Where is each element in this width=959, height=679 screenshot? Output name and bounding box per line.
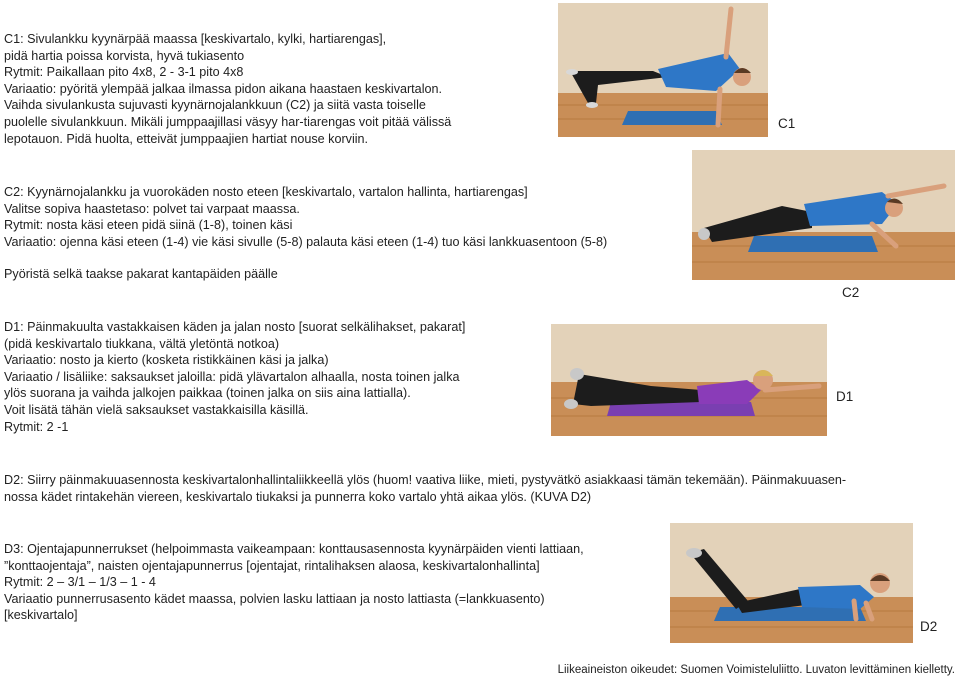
d1-photo [551, 324, 827, 436]
c2-photo [692, 150, 955, 280]
c1-label: C1 [778, 116, 796, 131]
d2-line-1: D2: Siirry päinmakuuasennosta keskivartalonhallintaliikkeellä ylös (huom! vaativa liike, mieti, pystyvätkö asiakkaasi tämän tekemään). Päinmakuuasen- [4, 473, 847, 487]
d2-photo [670, 523, 913, 643]
d1-line-5: ylös suorana ja vaihda jalkojen paikkaa (toinen jalka on siis aina lattialla). [4, 386, 411, 401]
c2-line-5: Pyöristä selkä taakse pakarat kantapäiden päälle [4, 267, 278, 282]
d3-line-5: [keskivartalo] [4, 608, 78, 623]
copyright-footer: Liikeaineiston oikeudet: Suomen Voimisteluliitto. Luvaton levittäminen kielletty. [557, 664, 955, 676]
d3-line-3: Rytmit: 2 – 3/1 – 1/3 – 1 - 4 [4, 575, 156, 590]
c1-line-2: pidä hartia poissa korvista, hyvä tukiasento [4, 48, 245, 63]
c2-line-2: Valitse sopiva haastetaso: polvet tai varpaat maassa. [4, 201, 300, 216]
d3-line-1: D3: Ojentajapunnerrukset (helpoimmasta vaikeampaan: konttausasennosta kyynärpäiden vienti lattiaan, [4, 542, 584, 556]
d3-line-2: ”konttaojentaja”, naisten ojentajapunnerrus [ojentajat, rintalihaksen alaosa, keskivartalonhallinta] [4, 558, 540, 573]
d1-text [4, 319, 465, 435]
d1-line-7: Rytmit: 2 -1 [4, 419, 69, 434]
c2-text [4, 184, 607, 283]
d3-text [4, 541, 584, 624]
c1-text [4, 31, 451, 147]
c1-line-5: Vaihda sivulankusta sujuvasti kyynärnojalankkuun (C2) ja siitä vasta toiselle [4, 98, 426, 113]
d1-line-6: Voit lisätä tähän vielä saksaukset vastakkaisilla käsillä. [4, 402, 309, 417]
c2-label: C2 [842, 285, 860, 300]
c1-line-1: C1: Sivulankku kyynärpää maassa [keskivartalo, kylki, hartiarengas], [4, 32, 387, 46]
c1-line-6: puolelle sivulankkuun. Mikäli jumppaajillasi väsyy har-tiarengas voit pitää välissä [4, 114, 452, 129]
d1-line-4: Variaatio / lisäliike: saksaukset jaloilla: pidä ylävartalon alhaalla, nosta toinen jalka [4, 369, 460, 384]
c1-line-3: Rytmit: Paikallaan pito 4x8, 2 - 3-1 pito 4x8 [4, 65, 244, 80]
d1-line-3: Variaatio: nosto ja kierto (kosketa ristikkäinen käsi ja jalka) [4, 353, 329, 368]
d1-line-2: (pidä keskivartalo tiukkana, vältä yletöntä notkoa) [4, 336, 280, 351]
d2-line-2: nossa kädet rintakehän viereen, keskivartalo tiukaksi ja punnerra koko vartalo yhtä aikaa ylös. (KUVA D2) [4, 489, 592, 504]
d3-label: D2 [920, 619, 938, 634]
c1-line-7: lepotauon. Pidä huolta, etteivät jumppaajien hartiat nouse korviin. [4, 131, 369, 146]
c2-line-1: C2: Kyynärnojalankku ja vuorokäden nosto eteen [keskivartalo, vartalon hallinta, hartiarengas] [4, 185, 528, 199]
d1-label: D1 [836, 389, 854, 404]
c2-line-3: Rytmit: nosta käsi eteen pidä siinä (1-8), toinen käsi [4, 218, 293, 233]
c2-line-4: Variaatio: ojenna käsi eteen (1-4) vie käsi sivulle (5-8) palauta käsi eteen (1-4) tuo käsi lankkuasentoon (5-8) [4, 234, 608, 249]
c1-line-4: Variaatio: pyöritä ylempää jalkaa ilmassa pidon aikana haastaen keskivartalon. [4, 81, 442, 96]
d3-line-4: Variaatio punnerrusasento kädet maassa, polvien lasku lattiaan ja nosto lattiasta (=lankkuasento) [4, 591, 545, 606]
d2-text [4, 472, 846, 505]
d1-line-1: D1: Päinmakuulta vastakkaisen käden ja jalan nosto [suorat selkälihakset, pakarat] [4, 320, 466, 334]
c1-photo [558, 3, 768, 137]
